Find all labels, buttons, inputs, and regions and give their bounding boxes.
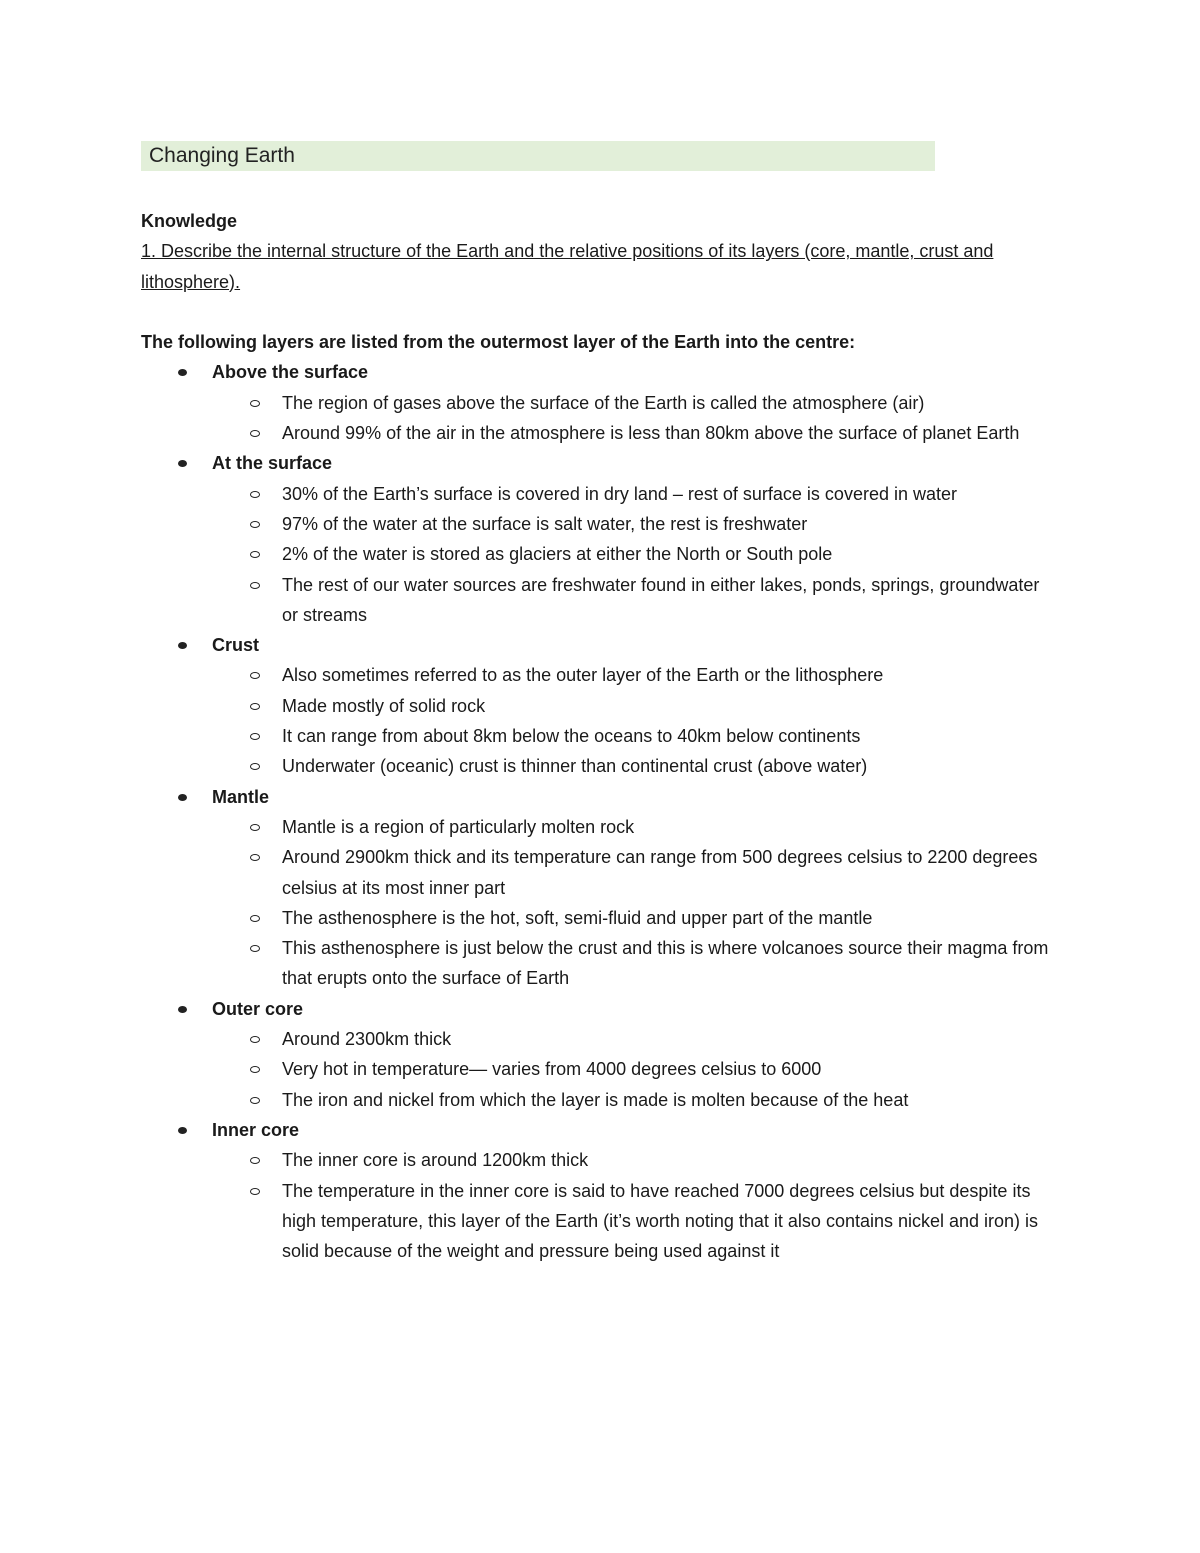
hollow-bullet-icon — [250, 551, 260, 558]
list-item — [212, 418, 1051, 448]
hollow-bullet-icon — [250, 763, 260, 770]
document-title: Changing Earth — [149, 144, 295, 167]
layer-label: Inner core — [212, 1119, 300, 1140]
layer-item-mantle — [141, 782, 1051, 994]
section-heading: Knowledge — [141, 211, 238, 231]
question-text: 1. Describe the internal structure of the Earth and the relative positions of its layers (core, mantle, crust and lithosphere). — [141, 241, 994, 292]
filled-bullet-icon — [178, 1127, 187, 1134]
point-text: Around 2300km thick — [282, 1029, 452, 1050]
layer-label: Outer core — [212, 998, 304, 1019]
layer-points — [212, 388, 1051, 449]
layer-item-outer-core — [141, 994, 1051, 1115]
list-item — [212, 1054, 1051, 1084]
filled-bullet-icon — [178, 369, 187, 376]
layer-label: Mantle — [212, 786, 270, 807]
hollow-bullet-icon — [250, 733, 260, 740]
filled-bullet-icon — [178, 794, 187, 801]
hollow-bullet-icon — [250, 1188, 260, 1195]
point-text: 2% of the water is stored as glaciers at either the North or South pole — [282, 544, 833, 565]
layers-list — [141, 357, 1051, 1266]
point-text: Mantle is a region of particularly molten rock — [282, 816, 635, 837]
list-item — [212, 721, 1051, 751]
point-text: It can range from about 8km below the oceans to 40km below continents — [282, 726, 861, 747]
point-text: The region of gases above the surface of the Earth is called the atmosphere (air) — [282, 392, 925, 413]
layer-points — [212, 479, 1051, 630]
list-item — [212, 388, 1051, 418]
list-item — [212, 842, 1051, 903]
paragraph-spacer — [141, 297, 1051, 327]
layer-points — [212, 1145, 1051, 1266]
hollow-bullet-icon — [250, 491, 260, 498]
hollow-bullet-icon — [250, 1097, 260, 1104]
list-item — [212, 1085, 1051, 1115]
layer-item-above-surface — [141, 357, 1051, 448]
list-item — [212, 1024, 1051, 1054]
hollow-bullet-icon — [250, 1036, 260, 1043]
point-text: 97% of the water at the surface is salt water, the rest is freshwater — [282, 513, 808, 534]
layer-label: Crust — [212, 635, 260, 656]
hollow-bullet-icon — [250, 521, 260, 528]
layer-item-crust — [141, 630, 1051, 781]
hollow-bullet-icon — [250, 703, 260, 710]
list-item — [212, 903, 1051, 933]
point-text: The asthenosphere is the hot, soft, semi-fluid and upper part of the mantle — [282, 907, 873, 928]
layer-points — [212, 812, 1051, 994]
point-text: The iron and nickel from which the layer is made is molten because of the heat — [282, 1089, 909, 1110]
filled-bullet-icon — [178, 460, 187, 467]
hollow-bullet-icon — [250, 854, 260, 861]
point-text: The inner core is around 1200km thick — [282, 1150, 589, 1171]
point-text: Underwater (oceanic) crust is thinner than continental crust (above water) — [282, 756, 868, 777]
point-text: Made mostly of solid rock — [282, 695, 486, 716]
hollow-bullet-icon — [250, 945, 260, 952]
layer-points — [212, 660, 1051, 781]
hollow-bullet-icon — [250, 1066, 260, 1073]
list-item — [212, 1145, 1051, 1175]
list-item — [212, 660, 1051, 690]
list-item — [212, 479, 1051, 509]
filled-bullet-icon — [178, 642, 187, 649]
hollow-bullet-icon — [250, 1157, 260, 1164]
list-item — [212, 570, 1051, 631]
hollow-bullet-icon — [250, 582, 260, 589]
hollow-bullet-icon — [250, 400, 260, 407]
filled-bullet-icon — [178, 1006, 187, 1013]
hollow-bullet-icon — [250, 824, 260, 831]
title-bar — [141, 141, 935, 171]
layer-item-at-surface — [141, 448, 1051, 630]
intro-text: The following layers are listed from the outermost layer of the Earth into the centre: — [141, 332, 856, 353]
layer-points — [212, 1024, 1051, 1115]
hollow-bullet-icon — [250, 430, 260, 437]
point-text: This asthenosphere is just below the crust and this is where volcanoes source their magma from that erupts onto the surface of Earth — [282, 938, 1049, 989]
point-text: Around 99% of the air in the atmosphere is less than 80km above the surface of planet Earth — [282, 423, 1020, 444]
list-item — [212, 509, 1051, 539]
point-text: Also sometimes referred to as the outer layer of the Earth or the lithosphere — [282, 665, 884, 686]
layer-item-inner-core — [141, 1115, 1051, 1266]
point-text: The temperature in the inner core is said to have reached 7000 degrees celsius but despite its high temperature, this layer of the Earth (it’s worth noting that it also contains nickel and iron) is solid because of the weight and pressure being used against it — [282, 1180, 1039, 1262]
layer-label: At the surface — [212, 453, 333, 474]
hollow-bullet-icon — [250, 672, 260, 679]
list-item — [212, 933, 1051, 994]
point-text: 30% of the Earth’s surface is covered in dry land – rest of surface is covered in water — [282, 483, 957, 504]
list-item — [212, 1176, 1051, 1267]
point-text: Around 2900km thick and its temperature can range from 500 degrees celsius to 2200 degrees celsius at its most inner part — [282, 847, 1038, 898]
list-item — [212, 539, 1051, 569]
list-item — [212, 751, 1051, 781]
document-body — [141, 206, 1051, 1266]
layer-label: Above the surface — [212, 362, 369, 383]
point-text: Very hot in temperature— varies from 4000 degrees celsius to 6000 — [282, 1059, 822, 1080]
hollow-bullet-icon — [250, 915, 260, 922]
list-item — [212, 691, 1051, 721]
point-text: The rest of our water sources are freshwater found in either lakes, ponds, springs, groundwater or streams — [282, 574, 1040, 625]
list-item — [212, 812, 1051, 842]
